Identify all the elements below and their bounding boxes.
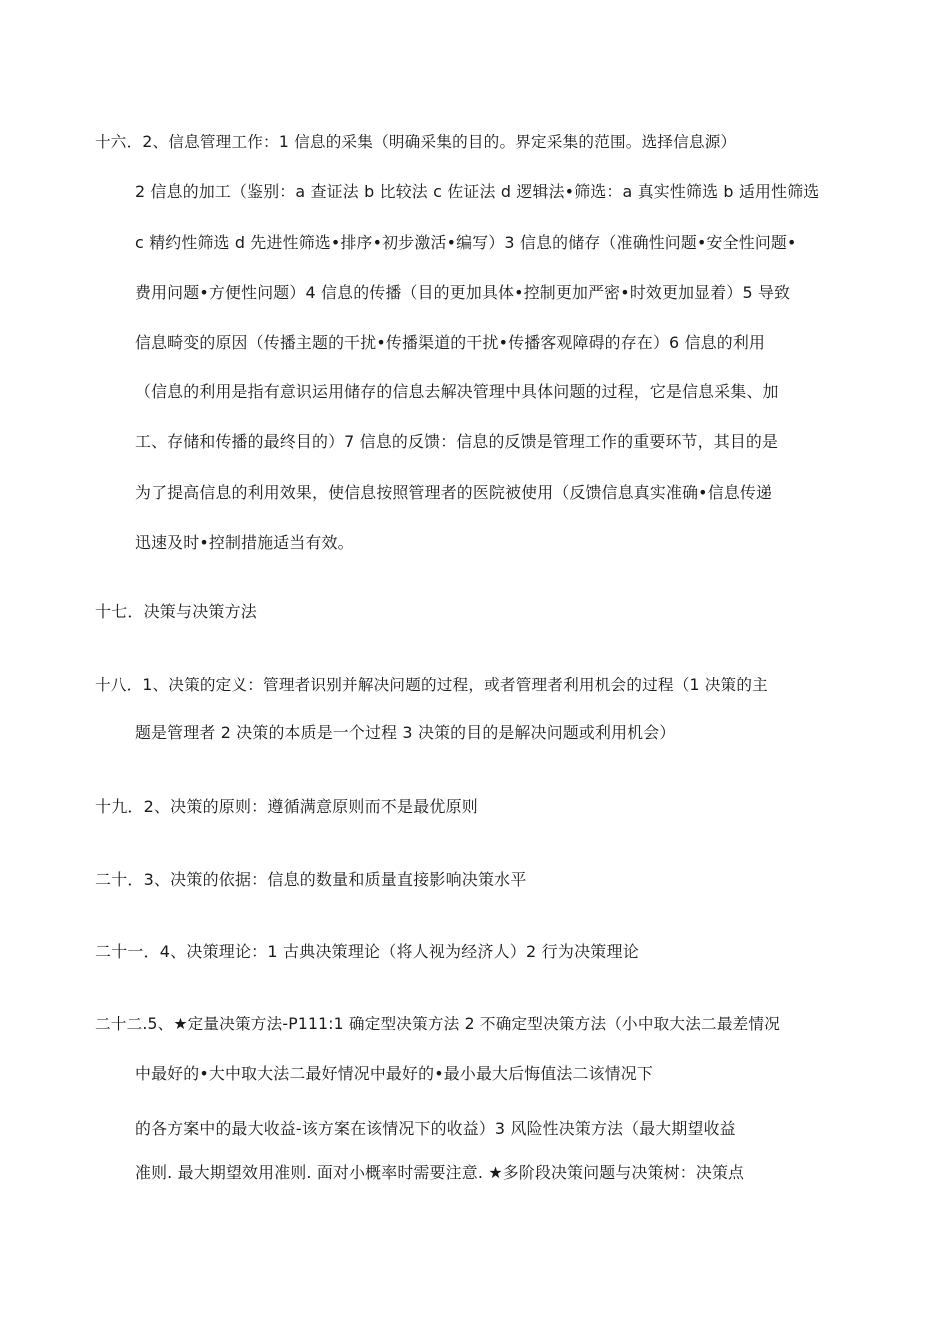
paragraph-16-line-3: c 精约性筛选 d 先进性筛选•排序•初步激活•编写）3 信息的储存（准确性问题•安全性问题• [135,233,797,252]
paragraph-16-line-6: （信息的利用是指有意识运用储存的信息去解决管理中具体问题的过程，它是信息采集、加 [135,382,779,401]
paragraph-16-line-4: 费用问题•方便性问题）4 信息的传播（目的更加具体•控制更加严密•时效更加显着）5 导致 [135,283,791,302]
paragraph-22-line-1: 二十二.5、★定量决策方法-P111:1 确定型决策方法 2 不确定型决策方法（小中取大法二最差情况 [95,1015,780,1033]
heading-17: 十七．决策与决策方法 [95,602,258,621]
paragraph-18-line-1: 十八．1、决策的定义：管理者识别并解决问题的过程，或者管理者利用机会的过程（1 决策的主 [95,676,768,694]
paragraph-16-line-5: 信息畸变的原因（传播主题的干扰•传播渠道的干扰•传播客观障碍的存在）6 信息的利用 [135,333,766,352]
paragraph-19: 十九．2、决策的原则：遵循满意原则而不是最优原则 [95,797,478,816]
paragraph-16-line-7: 工、存储和传播的最终目的）7 信息的反馈：信息的反馈是管理工作的重要环节，其目的是 [135,432,779,451]
paragraph-22-line-2: 中最好的•大中取大法二最好情况中最好的•最小最大后悔值法二该情况下 [135,1064,653,1083]
paragraph-16-line-2: 2 信息的加工（鉴别：a 查证法 b 比较法 c 佐证法 d 逻辑法•筛选：a 真实性筛选 b 适用性筛选 [135,182,820,201]
paragraph-16-line-1: 十六．2、信息管理工作：1 信息的采集（明确采集的目的。界定采集的范围。选择信息源） [95,133,737,151]
paragraph-18-line-2: 题是管理者 2 决策的本质是一个过程 3 决策的目的是解决问题或利用机会） [135,723,676,742]
paragraph-16-line-9: 迅速及时•控制措施适当有效。 [135,533,354,552]
paragraph-22-line-4: 准则. 最大期望效用准则. 面对小概率时需要注意. ★多阶段决策问题与决策树：决策点 [135,1163,745,1182]
paragraph-20: 二十．3、决策的依据：信息的数量和质量直接影响决策水平 [95,870,527,889]
paragraph-21: 二十一．4、决策理论：1 古典决策理论（将人视为经济人）2 行为决策理论 [95,942,639,961]
paragraph-16-line-8: 为了提高信息的利用效果，使信息按照管理者的医院被使用（反馈信息真实准确•信息传递 [135,483,773,502]
paragraph-22-line-3: 的各方案中的最大收益-该方案在该情况下的收益）3 风险性决策方法（最大期望收益 [135,1119,736,1138]
